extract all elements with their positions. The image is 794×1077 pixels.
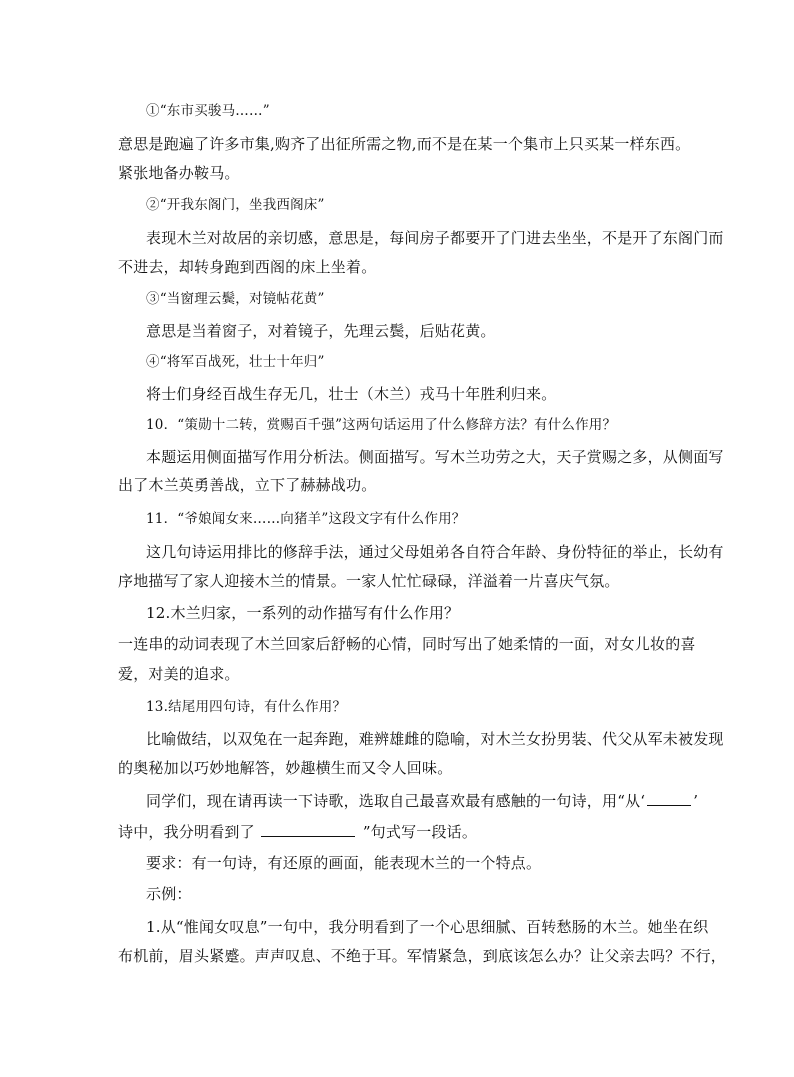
paragraph-line: 紧张地备办鞍马。	[118, 164, 240, 182]
prompt-line	[146, 791, 698, 811]
paragraph-line: 序地描写了家人迎接木兰的情景。一家人忙忙碌碌，洋溢着一片喜庆气氛。	[118, 572, 620, 590]
paragraph-line: 布机前，眉头紧蹙。声声叹息、不绝于耳。军情紧急，到底该怎么办？让父亲去吗？不行，	[118, 947, 727, 965]
prompt-quote-close: ’	[693, 792, 699, 810]
paragraph-line: 爱，对美的追求。	[118, 665, 240, 683]
requirement: 要求：有一句诗，有还原的画面，能表现木兰的一个特点。	[146, 854, 542, 872]
example-label: 示例：	[146, 885, 192, 903]
prompt-line	[118, 822, 477, 842]
question-10: 10．“策勋十二转，赏赐百千强”这两句话运用了什么修辞方法？有什么作用？	[146, 417, 617, 433]
quote-2: ②“开我东阁门，坐我西阁床”	[146, 197, 325, 213]
quote-4: ④“将军百战死，壮士十年归”	[146, 354, 325, 370]
paragraph-line: 比喻做结，以双兔在一起奔跑，难辨雄雌的隐喻，对木兰女扮男装、代父从军未被发现	[146, 730, 724, 748]
prompt-text: ”句式写一段话。	[362, 823, 478, 841]
paragraph-line: 的奥秘加以巧妙地解答，妙趣横生而又令人回味。	[118, 759, 453, 777]
paragraph-line: 意思是跑遍了许多市集,购齐了出征所需之物,而不是在某一个集市上只买某一样东西。	[118, 135, 691, 153]
paragraph-line: 将士们身经百战生存无几，壮士（木兰）戎马十年胜利归来。	[146, 385, 557, 403]
quote-1: ①“东市买骏马……”	[146, 103, 270, 119]
paragraph-line: 这几句诗运用排比的修辞手法，通过父母姐弟各自符合年龄、身份特征的举止，长幼有	[146, 543, 724, 561]
question-13: 13.结尾用四句诗，有什么作用？	[146, 699, 347, 715]
paragraph-line: 不进去，却转身跑到西阁的床上坐着。	[118, 258, 377, 276]
paragraph-line: 表现木兰对故居的亲切感，意思是，每间房子都要开了门进去坐坐，不是开了东阁门而	[146, 229, 724, 247]
fill-blank-2[interactable]	[261, 822, 355, 837]
paragraph-line: 出了木兰英勇善战，立下了赫赫战功。	[118, 476, 377, 494]
paragraph-line: 本题运用侧面描写作用分析法。侧面描写。写木兰功劳之大，天子赏赐之多，从侧面写	[146, 448, 724, 466]
paragraph-line: 1.从“惟闻女叹息”一句中，我分明看到了一个心思细腻、百转愁肠的木兰。她坐在织	[146, 918, 709, 936]
quote-3: ③“当窗理云鬓，对镜帖花黄”	[146, 291, 325, 307]
paragraph-line: 意思是当着窗子，对着镜子，先理云鬓，后贴花黄。	[146, 322, 496, 340]
question-12: 12.木兰归家，一系列的动作描写有什么作用？	[146, 604, 460, 622]
question-11: 11．“爷娘闻女来……向猪羊”这段文字有什么作用？	[146, 511, 466, 527]
prompt-text: 诗中，我分明看到了	[118, 823, 255, 841]
fill-blank-1[interactable]	[647, 791, 691, 806]
paragraph-line: 一连串的动词表现了木兰回家后舒畅的心情，同时写出了她柔情的一面，对女儿妆的喜	[118, 635, 696, 653]
prompt-text: 同学们，现在请再读一下诗歌，选取自己最喜欢最有感触的一句诗，用“从‘	[146, 792, 646, 810]
